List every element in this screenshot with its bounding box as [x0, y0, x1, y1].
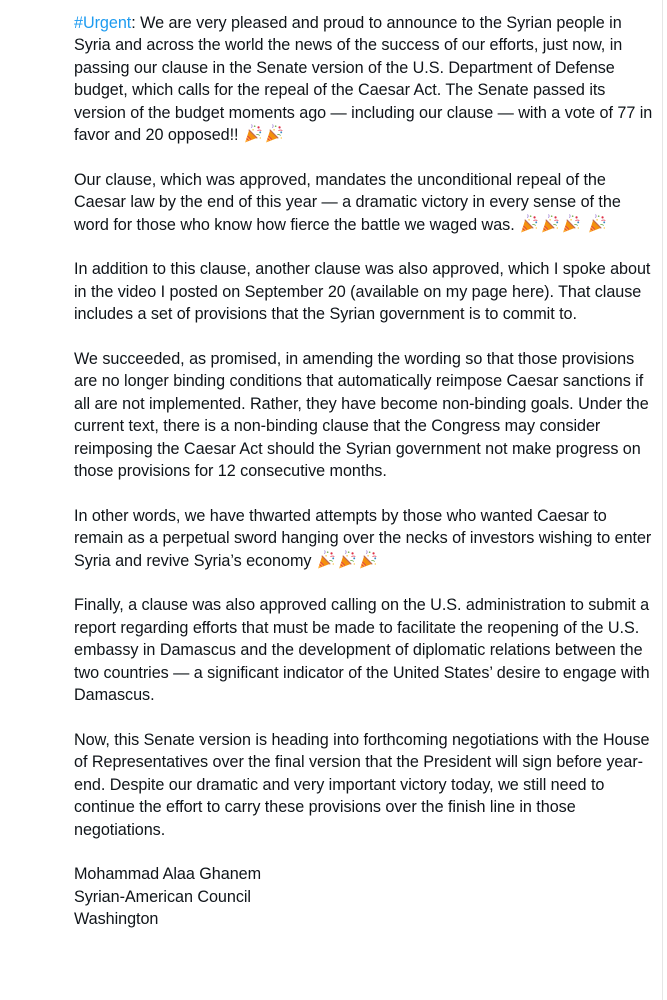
hashtag-urgent-link[interactable]: #Urgent	[74, 14, 132, 32]
paragraph-3	[74, 258, 656, 325]
paragraph-2	[74, 169, 656, 236]
paragraph-6	[74, 594, 656, 706]
signature	[74, 863, 656, 930]
party-popper-icon	[540, 214, 560, 234]
party-popper-icon	[358, 550, 378, 570]
signature-location: Washington	[74, 910, 159, 929]
party-popper-icon	[243, 124, 263, 144]
paragraph-4-text: We succeeded, as promised, in amending the wording so that those provisions are no longer binding conditions that automatically reimpose Caesar sanctions if all are not implemented. Rather, they have become non-binding goals. Under the current text, there is a non-binding clause that the Congress may consider reimposing the Caesar Act should the Syrian government not make progress on those provisions for 12 consecutive months.	[74, 350, 649, 481]
party-popper-icon	[519, 214, 539, 234]
party-popper-icon	[561, 214, 581, 234]
signature-organization: Syrian-American Council	[74, 887, 251, 906]
paragraph-1	[74, 12, 656, 146]
paragraph-1-text: : We are very pleased and proud to announce to the Syrian people in Syria and across the world the news of the success of our efforts, just now, in passing our clause in the Senate version of the U.S. Department of Defense budget, which calls for the repeal of the Caesar Act. The Senate passed its version of the budget moments ago — including our clause — with a vote of 77 in favor and 20 opposed!!	[74, 14, 653, 145]
party-popper-icon	[264, 124, 284, 144]
paragraph-7	[74, 729, 656, 841]
party-popper-icon	[316, 550, 336, 570]
party-popper-icon	[337, 550, 357, 570]
paragraph-2-text: Our clause, which was approved, mandates the unconditional repeal of the Caesar law by the end of this year — a dramatic victory in every sense of the word for those who know how fierce the battle we waged was.	[74, 170, 621, 234]
paragraph-5-text: In other words, we have thwarted attempts by those who wanted Caesar to remain as a perpetual sword hanging over the necks of investors wishing to enter Syria and revive Syria’s economy	[74, 506, 652, 570]
paragraph-4	[74, 348, 656, 482]
post-body	[74, 12, 656, 953]
signature-name: Mohammad Alaa Ghanem	[74, 865, 262, 884]
party-popper-icon	[587, 214, 607, 234]
paragraph-6-text: Finally, a clause was also approved calling on the U.S. administration to submit a report regarding efforts that must be made to facilitate the reopening of the U.S. embassy in Damascus and the development of diplomatic relations between the two countries — a significant indicator of the United States’ desire to engage with Damascus.	[74, 596, 650, 705]
paragraph-7-text: Now, this Senate version is heading into forthcoming negotiations with the House of Representatives over the final version that the President will sign before year-end. Despite our dramatic and very important victory today, we still need to continue the effort to carry these provisions over the finish line in those negotiations.	[74, 730, 650, 839]
paragraph-3-text: In addition to this clause, another clause was also approved, which I spoke about in the video I posted on September 20 (available on my page here). That clause includes a set of provisions that the Syrian government is to commit to.	[74, 260, 651, 324]
paragraph-5	[74, 505, 656, 572]
